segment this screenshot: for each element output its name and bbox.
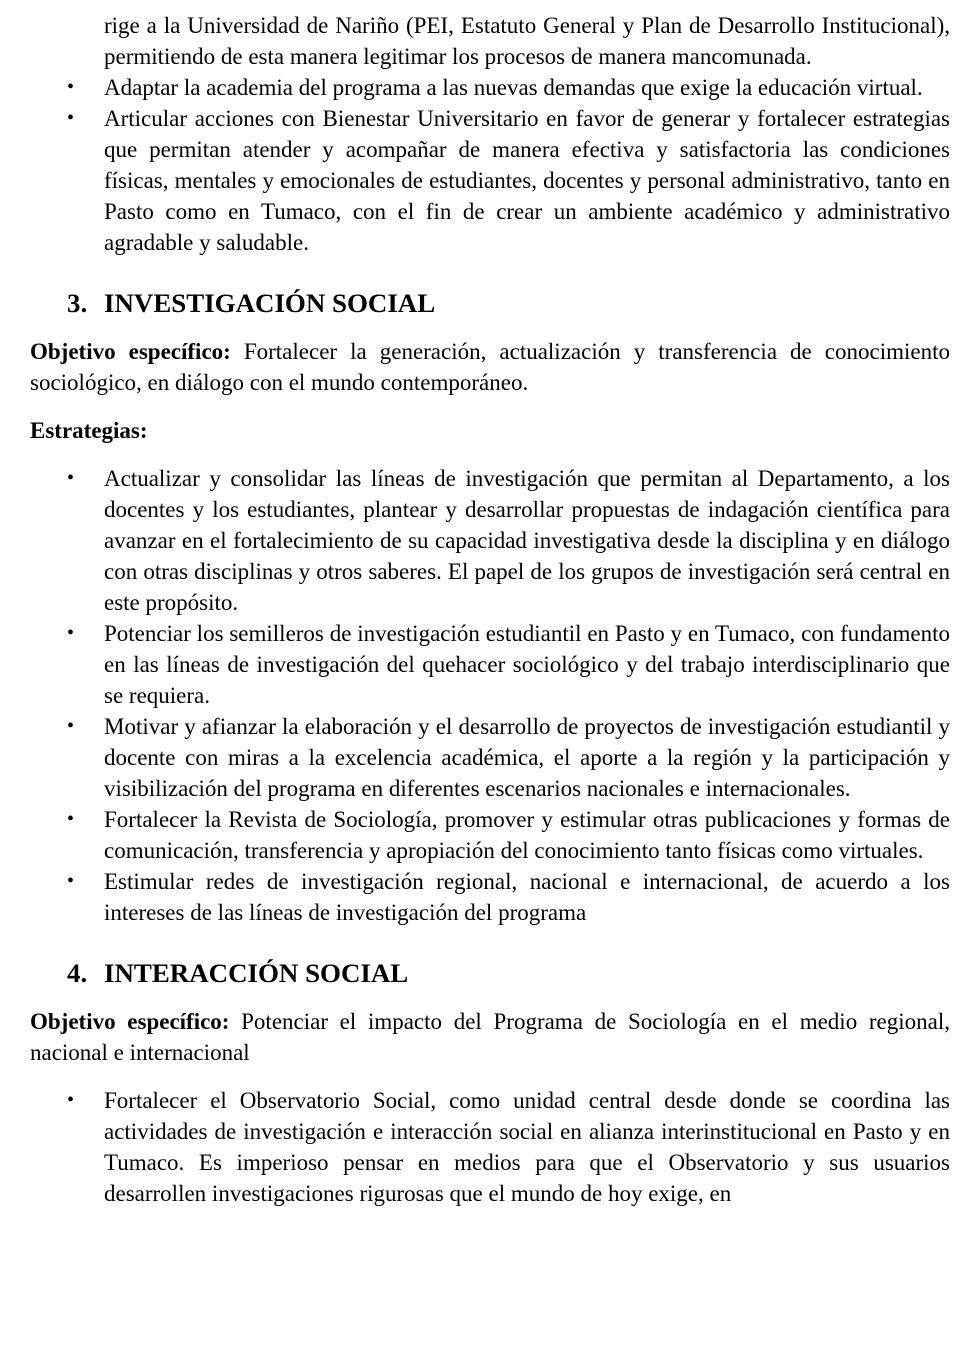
strategies-label: Estrategias: [30, 418, 148, 443]
bullet-icon: • [67, 76, 75, 98]
objective-label: Objetivo específico: [30, 1009, 230, 1034]
list-item-text: Motivar y afianzar la elaboración y el desarrollo de proyectos de investigación estudiantil y docente con miras a la excelencia académica, el aporte a la región y la participación y visibilización del programa en diferentes escenarios nacionales e internacionales. [104, 714, 950, 801]
bullet-icon: • [67, 622, 75, 644]
section-heading-investigacion [30, 288, 950, 319]
list-item-text: Adaptar la academia del programa a las nuevas demandas que exige la educación virtual. [104, 75, 923, 100]
list-item-text: Potenciar los semilleros de investigación estudiantil en Pasto y en Tumaco, con fundamento en las líneas de investigación del quehacer sociológico y del trabajo interdisciplinario que se requiera. [104, 621, 950, 708]
objective-label: Objetivo específico: [30, 339, 231, 364]
intro-bullet-list [30, 72, 950, 258]
bullet-icon: • [67, 808, 75, 830]
list-item-text: Articular acciones con Bienestar Universitario en favor de generar y fortalecer estrategias que permitan atender y acompañar de manera efectiva y satisfactoria las condiciones físicas, mentales y emocionales de estudiantes, docentes y personal administrativo, tanto en Pasto como en Tumaco, con el fin de crear un ambiente académico y administrativo agradable y saludable. [104, 106, 950, 255]
list-item-text: Fortalecer la Revista de Sociología, promover y estimular otras publicaciones y formas de comunicación, transferencia y apropiación del conocimiento tanto físicas como virtuales. [104, 807, 950, 863]
strategies-bullet-list [30, 463, 950, 928]
objective-paragraph [30, 336, 950, 398]
list-item [30, 72, 950, 103]
list-item-text: Actualizar y consolidar las líneas de investigación que permitan al Departamento, a los docentes y los estudiantes, plantear y desarrollar propuestas de indagación científica para avanzar en el fortalecimiento de su capacidad investigativa desde la disciplina y en diálogo con otras disciplinas y otros saberes. El papel de los grupos de investigación será central en este propósito. [104, 466, 950, 615]
list-item [30, 804, 950, 866]
list-item [30, 866, 950, 928]
interaction-bullet-list [30, 1085, 950, 1209]
bullet-icon: • [67, 1089, 75, 1111]
list-item-text: Fortalecer el Observatorio Social, como unidad central desde donde se coordina las actividades de investigación e interacción social en alianza interinstitucional en Pasto y en Tumaco. Es imperioso pensar en medios para que el Observatorio y sus usuarios desarrollen investigaciones rigurosas que el mundo de hoy exige, en [104, 1088, 950, 1206]
bullet-icon: • [67, 715, 75, 737]
list-item [30, 463, 950, 618]
objective-paragraph [30, 1006, 950, 1068]
section-number: 3. [67, 288, 88, 318]
intro-continuation-text: rige a la Universidad de Nariño (PEI, Estatuto General y Plan de Desarrollo Institucional), permitiendo de esta manera legitimar los procesos de manera mancomunada. [104, 13, 950, 69]
section-title: INVESTIGACIÓN SOCIAL [104, 288, 436, 318]
bullet-icon: • [67, 467, 75, 489]
section-number: 4. [67, 958, 88, 988]
list-item-text: Estimular redes de investigación regional, nacional e internacional, de acuerdo a los intereses de las líneas de investigación del programa [104, 869, 950, 925]
list-item [30, 1085, 950, 1209]
section-title: INTERACCIÓN SOCIAL [104, 958, 409, 988]
bullet-icon: • [67, 107, 75, 129]
section-heading-interaccion [30, 958, 950, 989]
list-item [30, 103, 950, 258]
document-page [30, 10, 950, 1209]
list-item [30, 711, 950, 804]
objective-text: Fortalecer la generación, actualización y transferencia de conocimiento sociológico, en diálogo con el mundo contemporáneo. [30, 339, 950, 395]
bullet-icon: • [67, 870, 75, 892]
list-item [30, 618, 950, 711]
objective-text: Potenciar el impacto del Programa de Sociología en el medio regional, nacional e internacional [30, 1009, 950, 1065]
